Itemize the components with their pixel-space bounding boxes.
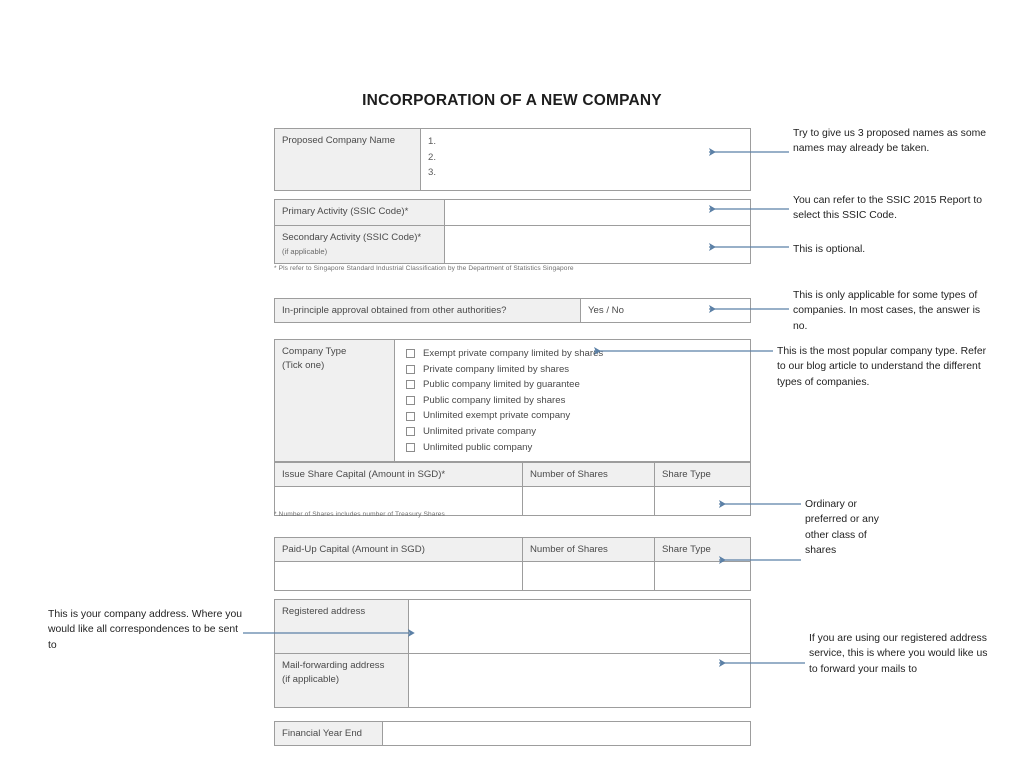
table-header-row	[275, 463, 751, 487]
option-label: Unlimited private company	[423, 425, 537, 437]
annotation-secondary-activity: This is optional.	[793, 244, 866, 255]
company-type-options-cell	[395, 340, 751, 462]
primary-activity-field[interactable]	[445, 200, 751, 226]
mail-forwarding-label: Mail-forwarding address	[282, 660, 385, 671]
company-type-option-public-limited-by-guarantee[interactable]	[406, 377, 743, 393]
paid-up-type-field[interactable]	[655, 561, 751, 590]
list-item[interactable]: 1.	[428, 136, 437, 147]
issued-capital-type-header: Share Type	[655, 463, 751, 487]
table-row	[275, 129, 751, 191]
table-row	[275, 561, 751, 590]
company-type-option-exempt-private-limited-by-shares[interactable]	[406, 346, 743, 362]
company-type-label: Company Type	[282, 346, 347, 357]
in-principle-approval-table	[274, 298, 751, 323]
annotation-registered-address: This is your company address. Where you would like all correspondences to be sent to	[48, 609, 243, 651]
option-label: Private company limited by shares	[423, 363, 570, 375]
paid-up-type-header: Share Type	[655, 538, 751, 562]
company-type-option-unlimited-private[interactable]	[406, 424, 743, 440]
checkbox-icon[interactable]	[406, 380, 415, 389]
in-principle-approval-question: In-principle approval obtained from other authorities?	[275, 299, 581, 323]
annotation-primary-activity: You can refer to the SSIC 2015 Report to select this SSIC Code.	[793, 195, 983, 222]
paid-up-number-field[interactable]	[523, 561, 655, 590]
paid-up-number-header: Number of Shares	[523, 538, 655, 562]
financial-year-end-table	[274, 721, 751, 746]
secondary-activity-label: Secondary Activity (SSIC Code)*	[282, 232, 422, 243]
company-type-option-list	[406, 346, 743, 455]
mail-forwarding-label-cell	[275, 654, 409, 708]
annotation-mail-forwarding: If you are using our registered address service, this is where you would like us to forward your mails to	[809, 633, 988, 675]
annotation-in-principle-approval: This is only applicable for some types of companies. In most cases, the answer is no.	[793, 290, 981, 332]
proposed-company-name-table	[274, 128, 751, 191]
issued-share-capital-table	[274, 462, 751, 516]
ssic-footnote: * Pls refer to Singapore Standard Industrial Classification by the Department of Statistics Singapore	[274, 265, 574, 272]
table-row	[275, 226, 751, 264]
company-type-option-private-limited-by-shares[interactable]	[406, 362, 743, 378]
in-principle-approval-answer[interactable]: Yes / No	[581, 299, 751, 323]
ssic-activity-table	[274, 199, 751, 264]
page-title: INCORPORATION OF A NEW COMPANY	[362, 92, 662, 109]
checkbox-icon[interactable]	[406, 349, 415, 358]
checkbox-icon[interactable]	[406, 412, 415, 421]
checkbox-icon[interactable]	[406, 365, 415, 374]
checkbox-icon[interactable]	[406, 396, 415, 405]
table-row	[275, 200, 751, 226]
financial-year-end-field[interactable]	[383, 722, 751, 746]
secondary-activity-field[interactable]	[445, 226, 751, 264]
registered-address-label: Registered address	[275, 600, 409, 654]
paid-up-amount-field[interactable]	[275, 561, 523, 590]
paid-up-capital-table	[274, 537, 751, 591]
financial-year-end-label: Financial Year End	[275, 722, 383, 746]
option-label: Exempt private company limited by shares	[423, 348, 604, 359]
list-item[interactable]: 3.	[428, 167, 437, 179]
issued-capital-type-field[interactable]	[655, 486, 751, 515]
table-row	[275, 722, 751, 746]
issued-capital-footnote: * Number of Shares includes number of Treasury Shares	[274, 511, 445, 518]
company-type-option-unlimited-exempt-private[interactable]	[406, 408, 743, 424]
table-header-row	[275, 538, 751, 562]
company-type-option-unlimited-public[interactable]	[406, 440, 743, 456]
table-row	[275, 340, 751, 462]
table-row	[275, 600, 751, 654]
proposed-name-entry-list	[428, 134, 743, 181]
table-row	[275, 299, 751, 323]
address-table	[274, 599, 751, 708]
list-item[interactable]: 2.	[428, 151, 437, 163]
option-label: Public company limited by shares	[423, 394, 566, 406]
option-label: Unlimited exempt private company	[423, 410, 571, 422]
annotation-company-type: This is the most popular company type. Refer to our blog article to understand the different types of companies.	[777, 346, 987, 388]
company-type-label-cell	[275, 340, 395, 462]
annotation-share-type: Ordinary or preferred or any other class of shares	[805, 499, 879, 557]
primary-activity-label: Primary Activity (SSIC Code)*	[275, 200, 445, 226]
mail-forwarding-field[interactable]	[409, 654, 751, 708]
option-label: Public company limited by guarantee	[423, 379, 580, 391]
table-row	[275, 654, 751, 708]
paid-up-amount-header: Paid-Up Capital (Amount in SGD)	[275, 538, 523, 562]
proposed-company-name-field[interactable]	[421, 129, 751, 191]
option-label: Unlimited public company	[423, 441, 533, 453]
proposed-company-name-label: Proposed Company Name	[275, 129, 421, 191]
mail-forwarding-sublabel: (if applicable)	[282, 673, 340, 685]
issued-capital-number-field[interactable]	[523, 486, 655, 515]
registered-address-field[interactable]	[409, 600, 751, 654]
checkbox-icon[interactable]	[406, 443, 415, 452]
annotation-proposed-name: Try to give us 3 proposed names as some names may already be taken.	[793, 128, 987, 155]
checkbox-icon[interactable]	[406, 427, 415, 436]
company-type-table	[274, 339, 751, 462]
secondary-activity-sublabel: (if applicable)	[282, 246, 328, 256]
secondary-activity-label-cell	[275, 226, 445, 264]
company-type-option-public-limited-by-shares[interactable]	[406, 393, 743, 409]
company-type-sublabel: (Tick one)	[282, 359, 325, 371]
issued-capital-number-header: Number of Shares	[523, 463, 655, 487]
issued-capital-amount-header: Issue Share Capital (Amount in SGD)*	[275, 463, 523, 487]
